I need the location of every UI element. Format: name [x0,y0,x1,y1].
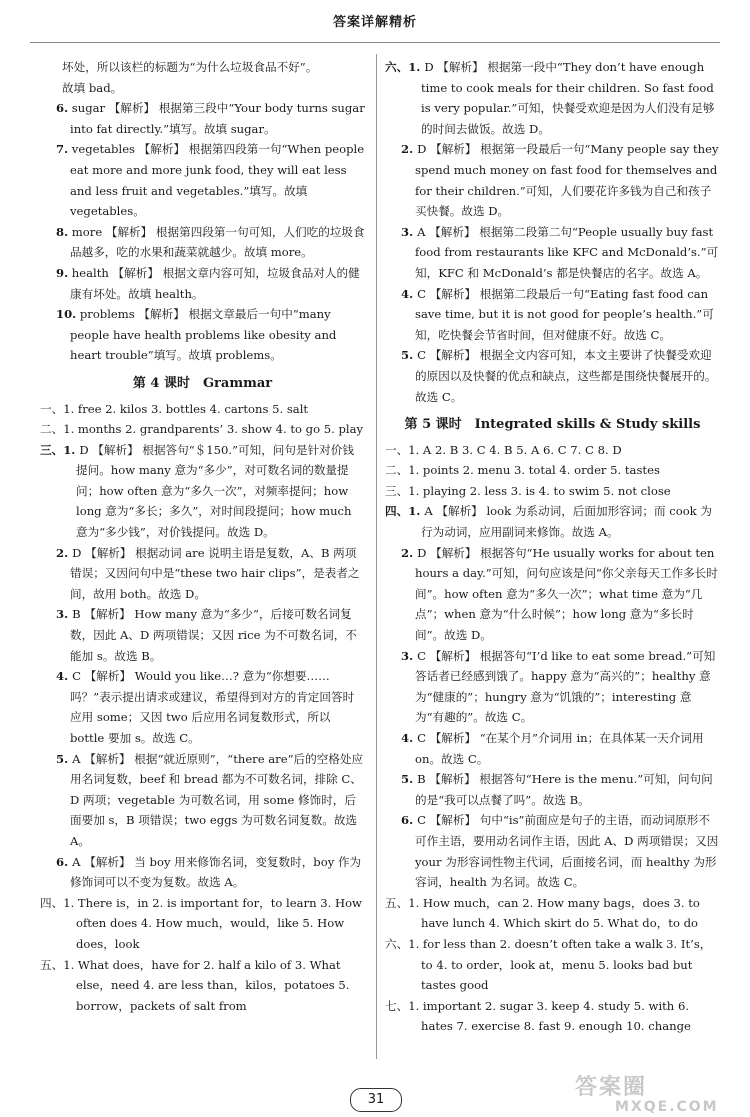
item-text: D 【解析】 根据第一段最后一句“Many people say they spend much money on fast food for themselves and for their children.”可知，人们要花许多钱为自己和孩子买快餐。故选 D。 [415,142,719,219]
item-text: D 【解析】 根据第一段中“They don’t have enough time to cook meals for their children. So fast food is very popular.”可知，快餐受欢迎是因为人们没有足够的时间去做饭。故选 D。 [421,60,715,136]
item-text: B 【解析】 根据答句“Here is the menu.”可知，问句问的是“我可以点餐了吗”。故选 B。 [415,772,713,807]
answer-group-2: 二、1. months 2. grandparents’ 3. show 4. to go 5. play [40,422,364,437]
answer-group-2: 二、1. points 2. menu 3. total 4. order 5. tastes [385,463,660,478]
answer-group-7: 七、1. important 2. sugar 3. keep 4. study 5. with 6. hates 7. exercise 8. fast 9. enough 10. change [385,998,691,1034]
answer-group-3: 三、1. playing 2. less 3. is 4. to swim 5. not close [385,483,671,498]
answer-group-1: 一、1. free 2. kilos 3. bottles 4. cartons 5. salt [40,401,309,416]
item-number: 7. [56,142,69,157]
item-text: D 【解析】 根据动词 are 说明主语是复数，A、B 两项错误；又因问句中是“these two hair clips”，是表者之间，故用 both。故选 D。 [70,545,360,601]
item-number: 三、1. [40,442,80,457]
answer-item [385,769,720,810]
item-text: C 【解析】 根据答句“I’d like to eat some bread.”可知答话者已经感到饿了。happy 意为“高兴的”；healthy 意为“健康的”；hungry 意为“饥饿的”；interesting 意为“有趣的”。故选 C。 [415,648,716,725]
item-number: 2. [401,142,418,157]
item-number: 3. [401,224,418,239]
answer-item [385,284,720,346]
right-column [385,57,720,1037]
answer-item [40,666,365,748]
section-title-lesson-5: 第 5 课时 Integrated skills & Study skills [404,417,701,433]
item-text: C 【解析】 “在某个月”介词用 in；在具体某一天介词用 on。故选 C。 [415,731,704,766]
answer-group-4: 四、1. There is，in 2. is important for，to learn 3. How often does 4. How much，would，like 5. How does，look [40,895,362,951]
item-text: D 【解析】 根据答句“＄150.”可知，问句是针对价钱提问。how many 意为“多少”，对可数名词的数量提问；how often 意为“多久一次”，对频率提问；how long 意为“多长；多久”，对时间段提问；how much 意为“多少钱”，对价钱提问。故选 D。 [76,442,354,540]
answer-group-6: 六、1. for less than 2. doesn’t often take a walk 3. It’s，to 4. to order，look at，menu 5. looks bad but tastes good [385,936,712,993]
answer-item [385,345,720,407]
item-number: 4. [401,731,418,745]
item-number: 6. [401,813,418,828]
item-text: problems 【解析】 根据文章最后一句中“many people have health problems like obesity and heart trouble”填写。故填 problems。 [70,307,337,363]
answer-item [385,543,720,646]
watermark-logo [575,1076,745,1116]
item-number: 3. [56,607,73,622]
answer-item [40,543,365,605]
item-text: more 【解析】 根据第四段第一句可知，人们吃的垃圾食品越多，吃的水果和蔬菜就越少。故填 more。 [70,224,365,260]
answer-group-5: 五、1. How much，can 2. How many bags，does 3. to have lunch 4. Which skirt do 5. What do，to do [385,895,700,931]
watermark-url: MXQE.COM [615,1099,719,1115]
item-text: sugar 【解析】 根据第三段中“Your body turns sugar into fat directly.”填写。故填 sugar。 [70,101,365,136]
answer-item [385,501,720,542]
item-text: vegetables 【解析】 根据第四段第一句“When people eat more and more junk food, they will eat less and less fruit and vegetables.”填写。故填 vegetables。 [70,142,365,219]
answer-item [40,263,365,304]
answer-item [40,222,365,263]
left-column [40,57,365,1016]
item-number: 六、1. [385,60,425,74]
item-number: 9. [56,265,69,280]
item-text: A 【解析】 根据“就近原则”，“there are”后的空格处应用名词复数，beef 和 bread 都为不可数名词，排除 C、D 两项；vegetable 为可数名词，用 some 修饰时，后面要加 s，B 项错误；two eggs 为可数名词复数。故选 A。 [70,751,364,848]
item-number: 5. [401,348,418,363]
item-text: A 【解析】 look 为系动词，后面加形容词；而 cook 为行为动词，应用副词来修饰。故选 A。 [421,504,712,540]
item-text: A 【解析】 当 boy 用来修饰名词，变复数时，boy 作为修饰词可以不变为复数。故选 A。 [70,854,362,890]
answer-line: 故填 bad。 [62,80,123,95]
item-number: 4. [401,286,418,301]
item-text: health 【解析】 根据文章内容可知，垃圾食品对人的健康有坏处。故填 health。 [70,265,360,301]
item-number: 5. [401,772,418,787]
item-number: 2. [56,545,73,560]
item-number: 4. [56,669,73,684]
watermark-text: 答案圈 [575,1075,648,1100]
answer-item [40,749,365,852]
answer-item [385,222,720,284]
item-text: C 【解析】 Would you like…? 意为“你想要……吗？”表示提出请求或建议，希望得到对方的肯定回答时应用 some；又因 two 后应用名词复数形式，所以 bottle 要加 s。故选 C。 [70,669,355,745]
answer-item [385,810,720,892]
item-number: 6. [56,854,73,869]
header-rule [30,42,720,43]
page-header: 答案详解精析 [332,15,417,30]
item-text: B 【解析】 How many 意为“多少”，后接可数名词复数，因此 A、D 两项错误；又因 rice 为不可数名词，不能加 s。故选 B。 [70,607,357,663]
answer-item [385,728,720,769]
answer-item [40,98,365,139]
answer-item [385,139,720,221]
answer-item [40,440,365,543]
item-number: 6. [56,101,69,116]
item-number: 5. [56,751,73,766]
item-number: 10. [56,307,77,322]
answer-group-1: 一、1. A 2. B 3. C 4. B 5. A 6. C 7. C 8. D [385,442,622,457]
column-divider [376,54,377,1059]
page-number: 31 [350,1088,402,1112]
item-number: 2. [401,545,418,560]
item-text: C 【解析】 句中“is”前面应是句子的主语，而动词原形不可作主语，要用动名词作主语，因此 A、D 两项错误；又因 your 为形容词性物主代词，后面接名词，而 healthy 为形容词，health 为名词。故选 C。 [415,813,719,890]
section-title-lesson-4: 第 4 课时 Grammar [132,375,273,391]
answer-item [40,604,365,666]
item-text: C 【解析】 根据全文内容可知，本文主要讲了快餐受欢迎的原因以及快餐的优点和缺点，这些都是围绕快餐展开的。故选 C。 [415,348,717,404]
item-number: 8. [56,224,69,239]
answer-line: 坏处，所以该栏的标题为“为什么垃圾食品不好”。 [62,60,318,74]
answer-item [40,139,365,221]
item-text: A 【解析】 根据第二段第二句“People usually buy fast food from restaurants like KFC and McDonald’s.”可知，KFC 和 McDonald’s 都是快餐店的名字。故选 A。 [415,224,719,280]
answer-group-5: 五、1. What does，have for 2. half a kilo of 3. What else，need 4. are less than，kilos，potatoes 5. borrow，packets of salt from [40,957,350,1013]
answer-item [40,852,365,893]
item-text: D 【解析】 根据答句“He usually works for about ten hours a day.”可知，问句应该是问“你父亲每天工作多长时间”。how often 意为“多久一次”；what time 意为“几点”；when 意为“什么时候”；how long 意为“多长时间”。故选 D。 [415,545,718,643]
answer-item [385,646,720,728]
answer-item [385,57,720,139]
item-number: 四、1. [385,504,425,519]
item-text: C 【解析】 根据第二段最后一句“Eating fast food can save time, but it is not good for people’s health.”可知，吃快餐会节省时间，但对健康不好。故选 C。 [415,286,714,342]
answer-item [40,304,365,366]
item-number: 3. [401,648,418,663]
